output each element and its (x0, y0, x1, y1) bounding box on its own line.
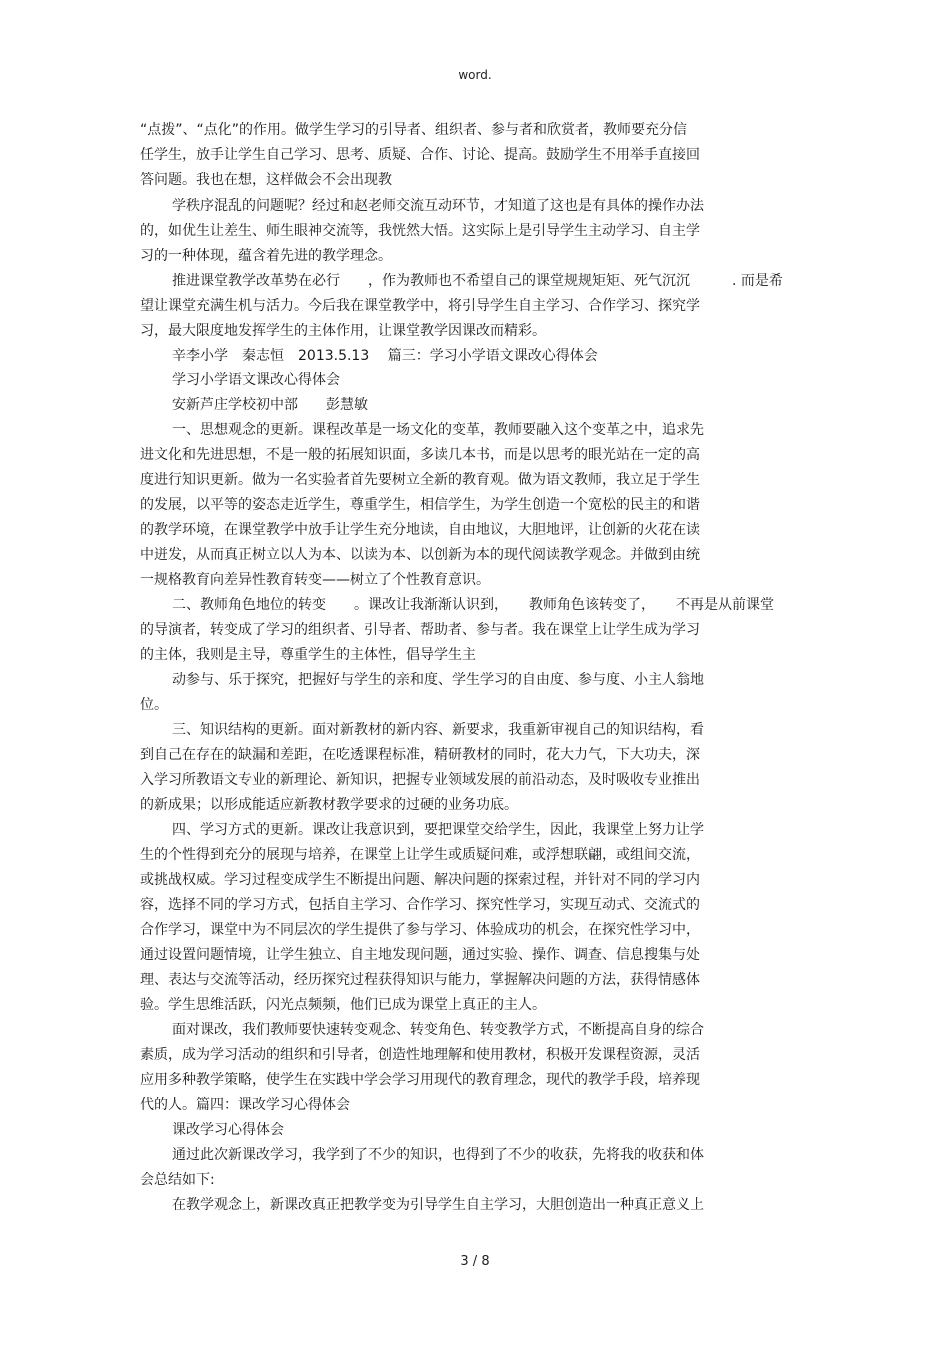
text-line: 二、教师角色地位的转变 。课改让我渐渐认识到， 教师角色该转变了， 不再是从前课堂 (172, 597, 774, 613)
text-line: “点拨”、“点化”的作用。做学生学习的引导者、组织者、参与者和欣赏者，教师要充分信 (140, 122, 688, 138)
text-line: 学秩序混乱的问题呢？经过和赵老师交流互动环节，才知道了这也是有具体的操作办法 (172, 198, 704, 214)
text-line: 的，如优生让差生、师生眼神交流等，我恍然大悟。这实际上是引导学生主动学习、自主学 (140, 223, 700, 239)
text-line: 通过设置问题情境，让学生独立、自主地发现问题，通过实验、操作、调查、信息搜集与处 (140, 947, 700, 963)
text-line: 推进课堂教学改革势在必行 ，作为教师也不希望自己的课堂规规矩矩、死气沉沉 . 而是希 (172, 273, 783, 289)
text-line: 进文化和先进思想，不是一般的拓展知识面，多读几本书，而是以思考的眼光站在一定的高 (140, 447, 700, 463)
text-line: 面对课改，我们教师要快速转变观念、转变角色、转变教学方式，不断提高自身的综合 (172, 1022, 704, 1038)
text-line: 答问题。我也在想，这样做会不会出现教 (140, 172, 392, 188)
text-line: 习的一种体现，蕴含着先进的教学理念。 (140, 248, 392, 264)
text-line: 一规格教育向差异性教育转变——树立了个性教育意识。 (140, 572, 490, 588)
text-line: 课改学习心得体会 (172, 1122, 284, 1138)
text-line: 学习小学语文课改心得体会 (172, 372, 340, 388)
text-line: 或挑战权威。学习过程变成学生不断提出问题、解决问题的探索过程，并针对不同的学习内 (140, 872, 700, 888)
text-line: 度进行知识更新。做为一名实验者首先要树立全新的教育观。做为语文教师，我立足于学生 (140, 472, 700, 488)
text-line: 生的个性得到充分的展现与培养，在课堂上让学生或质疑问难，或浮想联翩，或组间交流， (140, 847, 700, 863)
text-line: 理、表达与交流等活动，经历探究过程获得知识与能力，掌握解决问题的方法，获得情感体 (140, 972, 700, 988)
text-line: 代的人。篇四：课改学习心得体会 (140, 1097, 350, 1113)
text-line: 应用多种教学策略，使学生在实践中学会学习用现代的教育理念，现代的教学手段，培养现 (140, 1072, 700, 1088)
text-line: 到自己在存在的缺漏和差距，在吃透课程标准，精研教材的同时，花大力气，下大功夫，深 (140, 747, 700, 763)
text-line: 的教学环境，在课堂教学中放手让学生充分地读，自由地议，大胆地评，让创新的火花在读 (140, 522, 700, 538)
text-line: 素质，成为学习活动的组织和引导者，创造性地理解和使用教材，积极开发课程资源，灵活 (140, 1047, 700, 1063)
text-line: 验。学生思维活跃，闪光点频频，他们已成为课堂上真正的主人。 (140, 997, 546, 1013)
page-number: 3 / 8 (460, 1254, 490, 1269)
text-line: 任学生，放手让学生自己学习、思考、质疑、合作、讨论、提高。鼓励学生不用举手直接回 (140, 147, 700, 163)
text-line: 四、学习方式的更新。课改让我意识到，要把课堂交给学生，因此，我课堂上努力让学 (172, 822, 704, 838)
text-line: 中迸发，从而真正树立以人为本、以读为本、以创新为本的现代阅读教学观念。并做到由统 (140, 547, 700, 563)
text-line: 的发展，以平等的姿态走近学生，尊重学生，相信学生，为学生创造一个宽松的民主的和谐 (140, 497, 700, 513)
text-line: 望让课堂充满生机与活力。今后我在课堂教学中，将引导学生自主学习、合作学习、探究学 (140, 298, 700, 314)
text-line: 位。 (140, 697, 168, 713)
text-line: 习，最大限度地发挥学生的主体作用，让课堂教学因课改而精彩。 (140, 323, 546, 339)
text-line: 辛李小学 秦志恒 2013.5.13 篇三：学习小学语文课改心得体会 (172, 348, 598, 364)
text-line: 的主体，我则是主导，尊重学生的主体性，倡导学生主 (140, 647, 476, 663)
text-line: 容，选择不同的学习方式，包括自主学习、合作学习、探究性学习，实现互动式、交流式的 (140, 897, 700, 913)
page-header: word. (458, 68, 492, 82)
text-line: 一、思想观念的更新。课程改革是一场文化的变革，教师要融入这个变革之中，追求先 (172, 422, 704, 438)
text-line: 通过此次新课改学习，我学到了不少的知识，也得到了不少的收获，先将我的收获和体 (172, 1147, 704, 1163)
text-line: 合作学习，课堂中为不同层次的学生提供了参与学习、体验成功的机会，在探究性学习中， (140, 922, 700, 938)
text-line: 三、知识结构的更新。面对新教材的新内容、新要求，我重新审视自己的知识结构，看 (172, 722, 704, 738)
text-line: 动参与、乐于探究，把握好与学生的亲和度、学生学习的自由度、参与度、小主人翁地 (172, 672, 704, 688)
text-line: 安新芦庄学校初中部 彭慧敏 (172, 397, 368, 413)
text-line: 会总结如下: (140, 1172, 215, 1188)
text-line: 在教学观念上，新课改真正把教学变为引导学生自主学习，大胆创造出一种真正意义上 (172, 1197, 704, 1213)
text-line: 的导演者，转变成了学习的组织者、引导者、帮助者、参与者。我在课堂上让学生成为学习 (140, 622, 700, 638)
text-line: 的新成果；以形成能适应新教材教学要求的过硬的业务功底。 (140, 797, 518, 813)
text-line: 入学习所教语文专业的新理论、新知识，把握专业领域发展的前沿动态，及时吸收专业推出 (140, 772, 700, 788)
